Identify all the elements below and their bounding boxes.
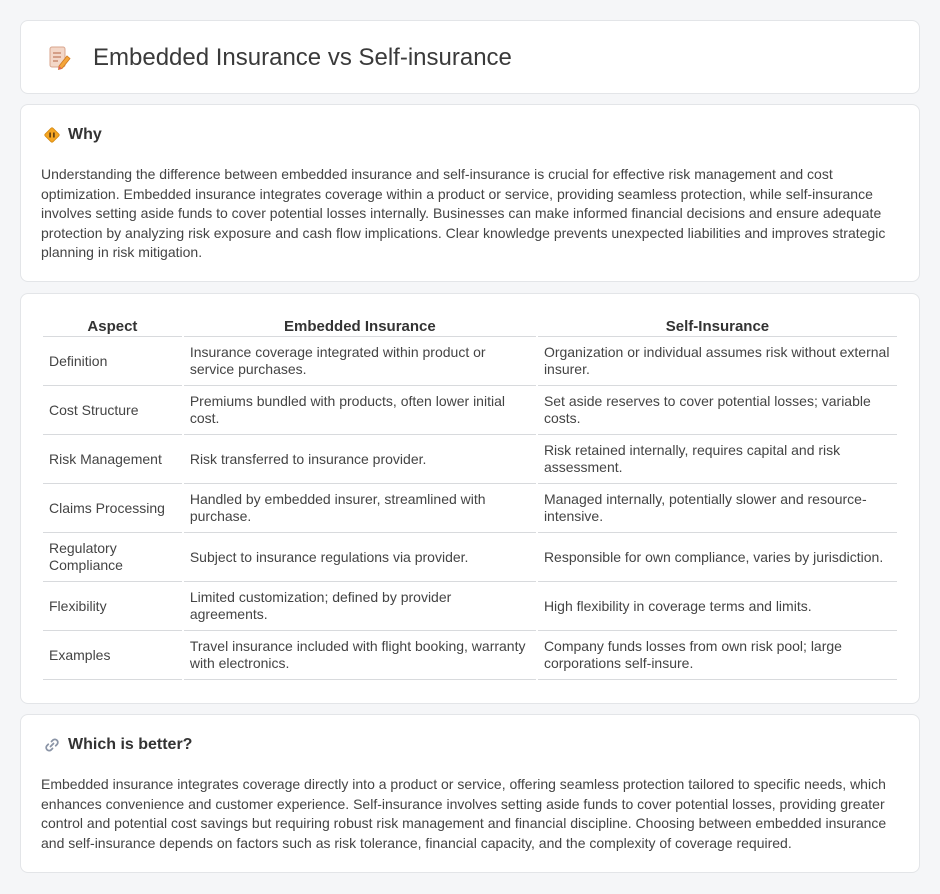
comparison-section: [20, 293, 920, 704]
row-aspect: Definition: [43, 337, 182, 386]
embedded-cell: Subject to insurance regulations via provider.: [184, 533, 536, 582]
table-row: [43, 337, 897, 386]
table-row: [43, 386, 897, 435]
table-row: [43, 533, 897, 582]
self-cell: Organization or individual assumes risk without external insurer.: [538, 337, 897, 386]
document-pencil-icon: [47, 45, 71, 71]
self-cell: Responsible for own compliance, varies by jurisdiction.: [538, 533, 897, 582]
why-heading: [43, 126, 102, 144]
row-aspect: Flexibility: [43, 582, 182, 631]
row-aspect: Risk Management: [43, 435, 182, 484]
embedded-cell: Handled by embedded insurer, streamlined with purchase.: [184, 484, 536, 533]
embedded-cell: Premiums bundled with products, often lower initial cost.: [184, 386, 536, 435]
page-title: Embedded Insurance vs Self-insurance: [93, 44, 512, 71]
embedded-cell: Risk transferred to insurance provider.: [184, 435, 536, 484]
why-body: Understanding the difference between embedded insurance and self-insurance is crucial for effective risk management and cost optimization. Embedded insurance integrates coverage within a product or service, providing seamless protection, while self-insurance involves setting aside funds to cover potential losses internally. Businesses can make informed financial decisions and ensure adequate protection by analyzing risk exposure and cash flow implications. Clear knowledge prevents unexpected liabilities and improves strategic planning in risk mitigation.: [41, 166, 886, 260]
self-cell: High flexibility in coverage terms and limits.: [538, 582, 897, 631]
diamond-sign-icon: [43, 126, 61, 144]
self-cell: Company funds losses from own risk pool; large corporations self-insure.: [538, 631, 897, 680]
comparison-table: [41, 314, 899, 680]
why-title: Why: [68, 126, 102, 143]
column-header-self: Self-Insurance: [538, 314, 897, 337]
self-cell: Set aside reserves to cover potential losses; variable costs.: [538, 386, 897, 435]
table-row: [43, 435, 897, 484]
why-section: [20, 104, 920, 282]
embedded-cell: Travel insurance included with flight booking, warranty with electronics.: [184, 631, 536, 680]
column-header-aspect: Aspect: [43, 314, 182, 337]
better-body: Embedded insurance integrates coverage directly into a product or service, offering seamless protection tailored to specific needs, which enhances convenience and customer experience. Self-insurance involves setting aside funds to cover potential losses, providing greater control and potential cost savings but requiring robust risk management and financial discipline. Choosing between embedded insurance and self-insurance depends on factors such as risk tolerance, financial capacity, and the complexity of coverage required.: [41, 776, 887, 851]
embedded-cell: Insurance coverage integrated within product or service purchases.: [184, 337, 536, 386]
link-icon: [43, 736, 61, 754]
header-card: [20, 20, 920, 94]
row-aspect: Claims Processing: [43, 484, 182, 533]
table-row: [43, 582, 897, 631]
table-row: [43, 484, 897, 533]
which-better-section: [20, 714, 920, 873]
row-aspect: Cost Structure: [43, 386, 182, 435]
row-aspect: Examples: [43, 631, 182, 680]
table-row: [43, 631, 897, 680]
embedded-cell: Limited customization; defined by provider agreements.: [184, 582, 536, 631]
better-heading: [43, 736, 192, 754]
self-cell: Risk retained internally, requires capital and risk assessment.: [538, 435, 897, 484]
better-title: Which is better?: [68, 736, 193, 753]
row-aspect: Regulatory Compliance: [43, 533, 182, 582]
column-header-embedded: Embedded Insurance: [184, 314, 536, 337]
table-header-row: [43, 314, 897, 337]
self-cell: Managed internally, potentially slower and resource-intensive.: [538, 484, 897, 533]
